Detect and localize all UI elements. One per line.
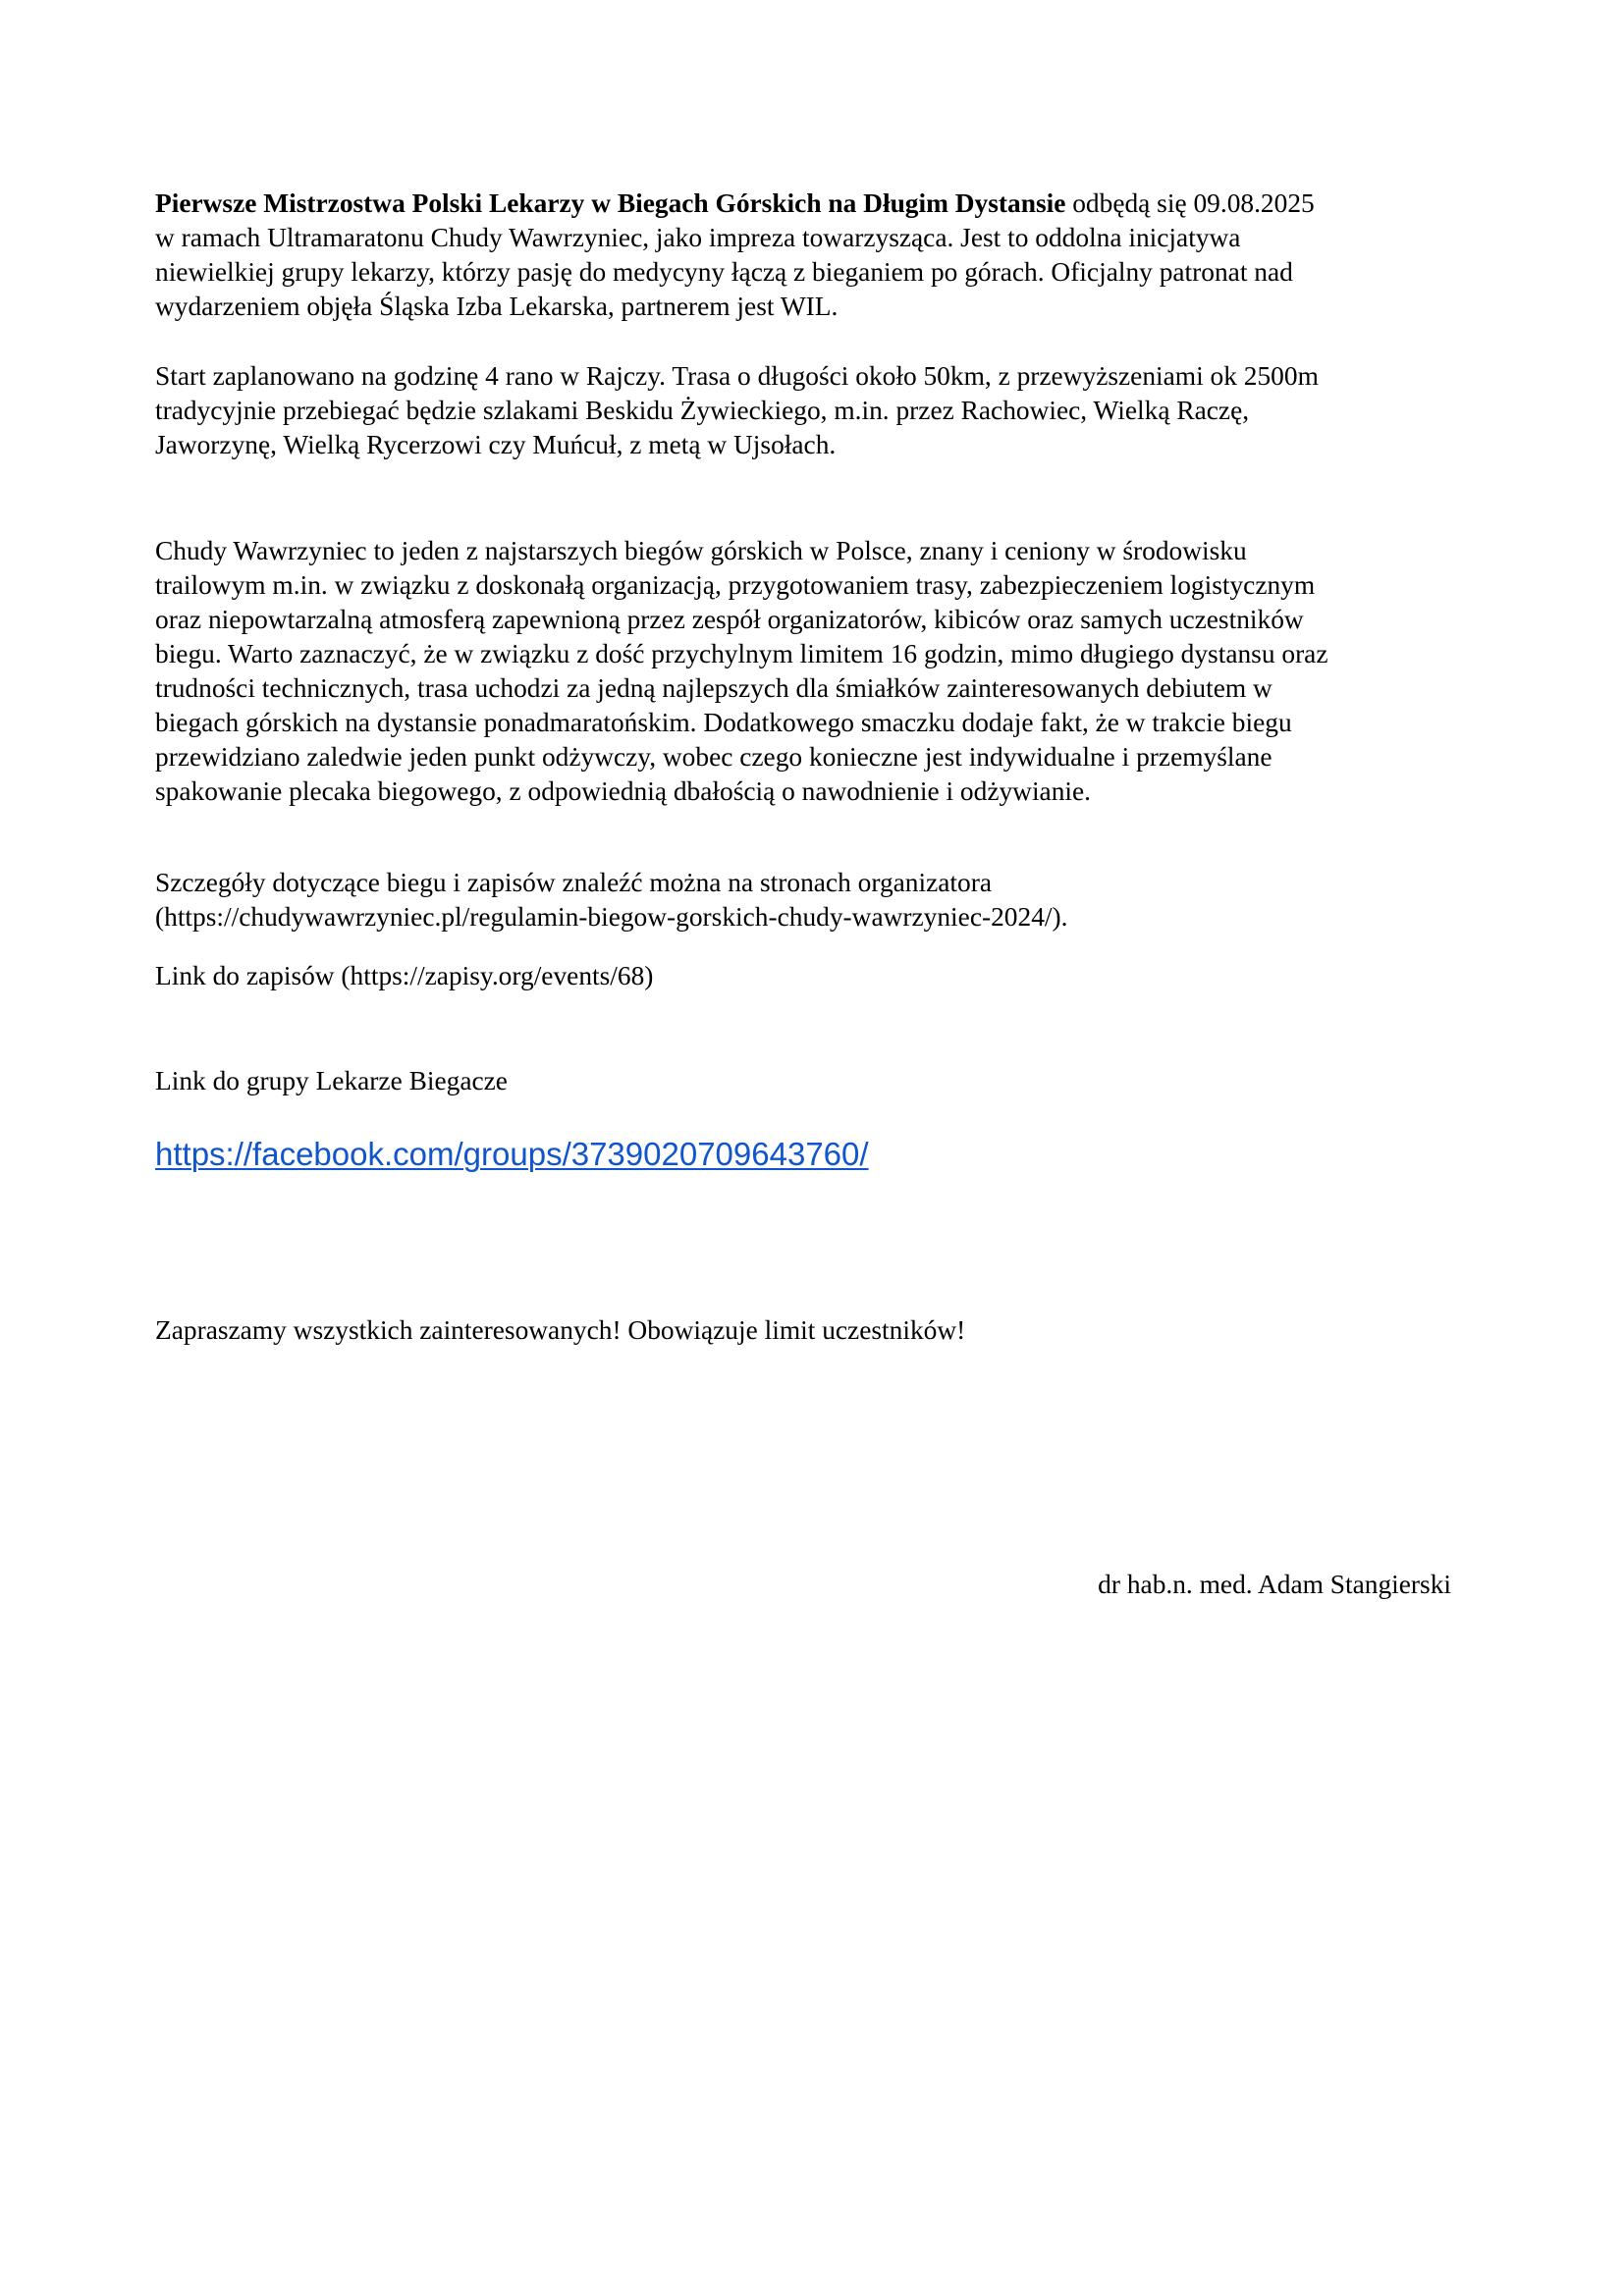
intro-line-2: w ramach Ultramaratonu Chudy Wawrzyniec, jako impreza towarzysząca. Jest to oddolna inicjatywa: [155, 223, 1241, 252]
intro-line-4: wydarzeniem objęła Śląska Izba Lekarska, partnerem jest WIL.: [155, 292, 839, 321]
about-line-5: trudności technicznych, trasa uchodzi za jedną najlepszych dla śmiałków zainteresowanych debiutem w: [155, 673, 1272, 703]
about-line-4: biegu. Warto zaznaczyć, że w związku z dość przychylnym limitem 16 godzin, mimo długiego dystansu oraz: [155, 639, 1328, 668]
about-line-8: spakowanie plecaka biegowego, z odpowiednią dbałością o nawodnienie i odżywianie.: [155, 776, 1092, 806]
start-line-2: tradycyjnie przebiegać będzie szlakami Beskidu Żywieckiego, m.in. przez Rachowiec, Wielką Raczę,: [155, 396, 1250, 425]
start-line-1: Start zaplanowano na godzinę 4 rano w Rajczy. Trasa o długości około 50km, z przewyższeniami ok 2500m: [155, 361, 1319, 391]
invite-text: Zapraszamy wszystkich zainteresowanych! Obowiązuje limit uczestników!: [155, 1315, 966, 1345]
intro-date-text: odbędą się 09.08.2025: [1065, 188, 1315, 218]
facebook-group-link[interactable]: https://facebook.com/groups/3739020709643760/: [155, 1136, 869, 1172]
about-line-1: Chudy Wawrzyniec to jeden z najstarszych biegów górskich w Polsce, znany i ceniony w środowisku: [155, 536, 1247, 565]
about-line-6: biegach górskich na dystansie ponadmaratońskim. Dodatkowego smaczku dodaje fakt, że w trakcie biegu: [155, 708, 1292, 737]
group-label: Link do grupy Lekarze Biegacze: [155, 1066, 508, 1095]
facebook-link-paragraph: [155, 1135, 1490, 1174]
details-line-2: (https://chudywawrzyniec.pl/regulamin-biegow-gorskich-chudy-wawrzyniec-2024/).: [155, 902, 1068, 932]
about-paragraph: [155, 534, 1490, 809]
start-line-3: Jaworzynę, Wielką Rycerzowi czy Muńcuł, z metą w Ujsołach.: [155, 430, 837, 459]
intro-line-3: niewielkiej grupy lekarzy, którzy pasję do medycyny łączą z bieganiem po górach. Oficjalny patronat nad: [155, 257, 1293, 287]
intro-paragraph: [155, 187, 1490, 324]
signature: dr hab.n. med. Adam Stangierski: [1098, 1570, 1451, 1599]
details-paragraph: [155, 866, 1490, 934]
about-line-2: trailowym m.in. w związku z doskonałą organizacją, przygotowaniem trasy, zabezpieczeniem logistycznym: [155, 570, 1316, 600]
about-line-3: oraz niepowtarzalną atmosferą zapewnioną przez zespół organizatorów, kibiców oraz samych uczestników: [155, 605, 1304, 634]
details-line-1: Szczegóły dotyczące biegu i zapisów znaleźć można na stronach organizatora: [155, 868, 993, 897]
start-paragraph: [155, 359, 1490, 462]
intro-bold-title: Pierwsze Mistrzostwa Polski Lekarzy w Biegach Górskich na Długim Dystansie: [155, 188, 1066, 218]
signup-link-text: Link do zapisów (https://zapisy.org/events/68): [155, 961, 654, 990]
about-line-7: przewidziano zaledwie jeden punkt odżywczy, wobec czego konieczne jest indywidualne i przemyślane: [155, 742, 1272, 772]
